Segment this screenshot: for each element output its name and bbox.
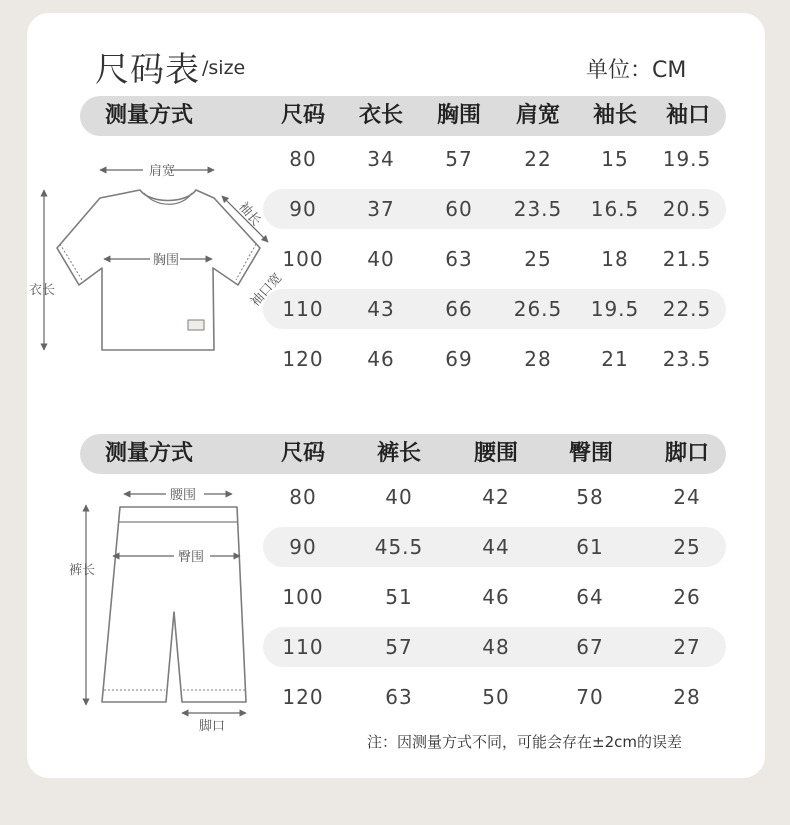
table-cell: 27 xyxy=(673,635,701,659)
table-cell: 63 xyxy=(445,247,473,271)
table-cell: 21 xyxy=(601,347,629,371)
pants-label-leg-opening: 脚口 xyxy=(199,719,226,734)
pants-label-length: 裤长 xyxy=(69,563,96,578)
page-subtitle: /size xyxy=(202,57,246,79)
header-method: 测量方式 xyxy=(105,441,194,466)
table-cell: 80 xyxy=(289,485,317,509)
table-cell: 25 xyxy=(673,535,701,559)
table-cell: 26.5 xyxy=(513,297,563,321)
table-cell: 42 xyxy=(482,485,510,509)
header-hip: 臀围 xyxy=(568,441,614,466)
pants-label-waist: 腰围 xyxy=(170,488,197,503)
table-cell: 51 xyxy=(385,585,413,609)
table-cell: 67 xyxy=(576,635,604,659)
table-cell: 48 xyxy=(482,635,510,659)
table-cell: 24 xyxy=(673,485,701,509)
shirt-label-length: 衣长 xyxy=(29,283,56,298)
header-shoulder: 肩宽 xyxy=(515,103,561,128)
page-title: 尺码表 xyxy=(95,50,200,90)
table-cell: 28 xyxy=(673,685,701,709)
table-cell: 40 xyxy=(385,485,413,509)
table-cell: 45.5 xyxy=(374,535,424,559)
table-cell: 100 xyxy=(282,247,324,271)
header-cuff: 袖口 xyxy=(665,103,711,128)
table-cell: 66 xyxy=(445,297,473,321)
table-cell: 43 xyxy=(367,297,395,321)
table-cell: 90 xyxy=(289,535,317,559)
table-cell: 15 xyxy=(601,147,629,171)
table-cell: 26 xyxy=(673,585,701,609)
header-size: 尺码 xyxy=(280,441,326,466)
pants-measure-lines xyxy=(86,494,246,713)
table-cell: 16.5 xyxy=(590,197,640,221)
shirt-label-shoulder: 肩宽 xyxy=(149,164,176,179)
measurement-note: 注：因测量方式不同，可能会存在±2cm的误差 xyxy=(367,733,682,751)
table-cell: 25 xyxy=(524,247,552,271)
table-cell: 120 xyxy=(282,347,324,371)
table-cell: 61 xyxy=(576,535,604,559)
table-cell: 19.5 xyxy=(662,147,712,171)
shirt-label-cuff: 袖口宽 xyxy=(247,270,286,310)
pants-icon xyxy=(102,507,246,702)
header-chest: 胸围 xyxy=(436,103,482,128)
header-sleeve: 袖长 xyxy=(592,103,638,128)
table-cell: 40 xyxy=(367,247,395,271)
header-length: 衣长 xyxy=(358,103,404,128)
table-cell: 20.5 xyxy=(662,197,712,221)
table-cell: 57 xyxy=(385,635,413,659)
table-cell: 18 xyxy=(601,247,629,271)
table-cell: 64 xyxy=(576,585,604,609)
table-cell: 58 xyxy=(576,485,604,509)
table-cell: 28 xyxy=(524,347,552,371)
table-cell: 120 xyxy=(282,685,324,709)
unit-label: 单位：CM xyxy=(586,58,687,83)
table-cell: 34 xyxy=(367,147,395,171)
table-cell: 100 xyxy=(282,585,324,609)
table-cell: 57 xyxy=(445,147,473,171)
table-cell: 19.5 xyxy=(590,297,640,321)
pants-label-hip: 臀围 xyxy=(178,550,205,565)
table-cell: 110 xyxy=(282,297,324,321)
table-cell: 23.5 xyxy=(662,347,712,371)
table-cell: 44 xyxy=(482,535,510,559)
table-cell: 70 xyxy=(576,685,604,709)
table-cell: 37 xyxy=(367,197,395,221)
table-cell: 69 xyxy=(445,347,473,371)
tshirt-icon xyxy=(57,190,260,350)
table-cell: 50 xyxy=(482,685,510,709)
table-cell: 110 xyxy=(282,635,324,659)
shirt-label-sleeve: 袖长 xyxy=(235,199,264,230)
table-cell: 60 xyxy=(445,197,473,221)
table-cell: 22.5 xyxy=(662,297,712,321)
header-leg-opening: 脚口 xyxy=(664,441,710,466)
table-cell: 46 xyxy=(367,347,395,371)
table-cell: 22 xyxy=(524,147,552,171)
table-cell: 63 xyxy=(385,685,413,709)
shirt-label-chest: 胸围 xyxy=(153,253,180,268)
table-cell: 46 xyxy=(482,585,510,609)
table-cell: 21.5 xyxy=(662,247,712,271)
header-pants-length: 裤长 xyxy=(376,441,422,466)
table-cell: 90 xyxy=(289,197,317,221)
table-cell: 23.5 xyxy=(513,197,563,221)
header-waist: 腰围 xyxy=(473,441,519,466)
header-method: 测量方式 xyxy=(105,103,194,128)
header-size: 尺码 xyxy=(280,103,326,128)
table-cell: 80 xyxy=(289,147,317,171)
